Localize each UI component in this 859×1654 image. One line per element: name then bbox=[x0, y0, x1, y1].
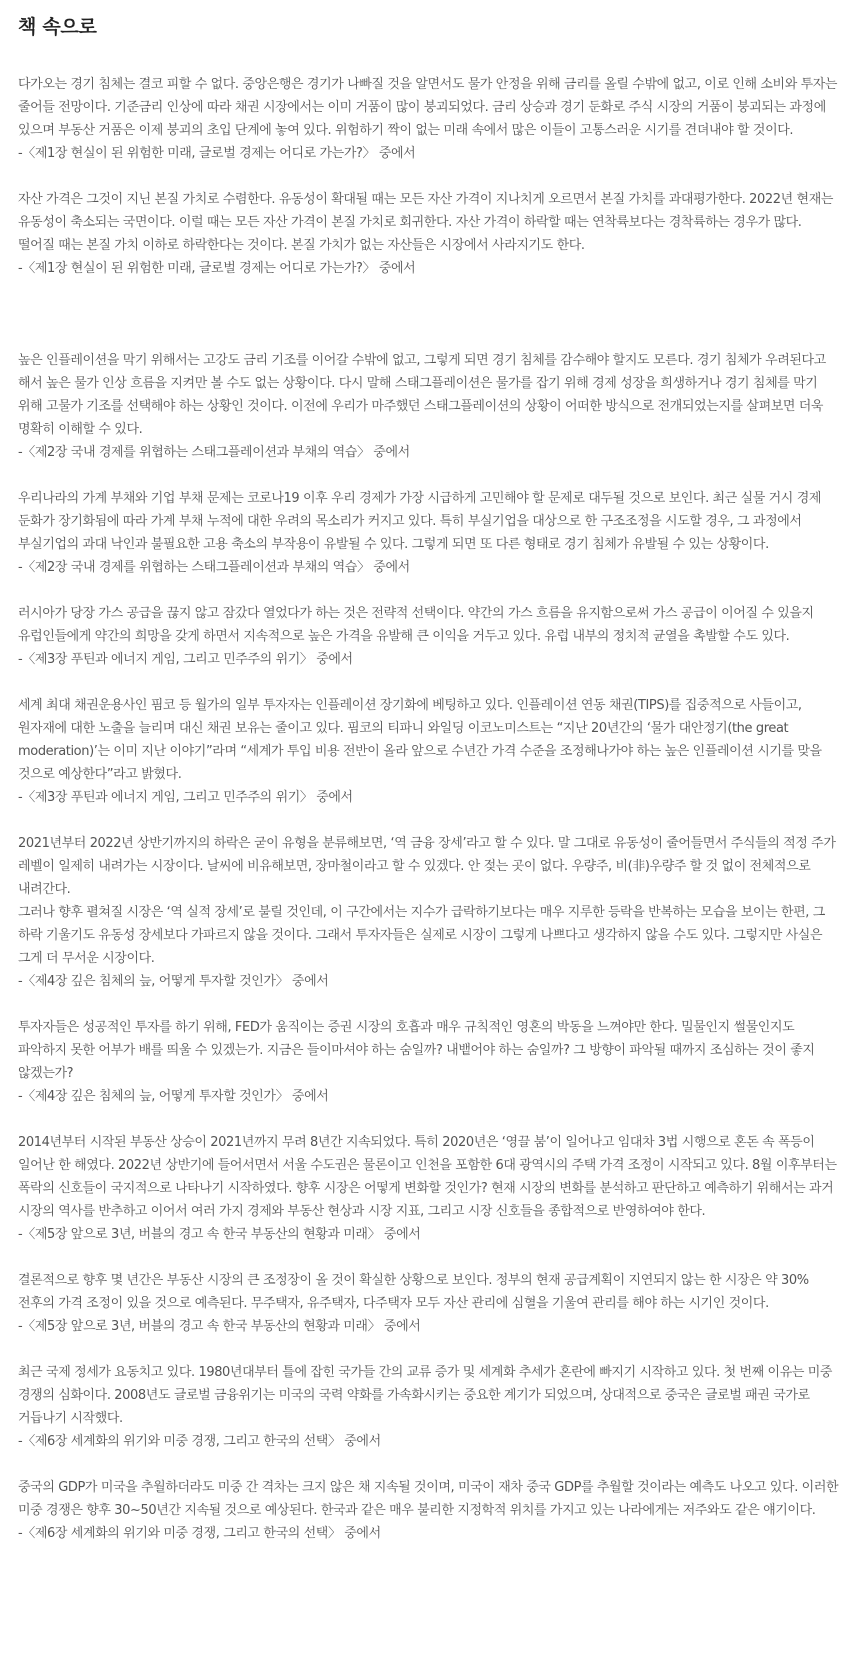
spacer bbox=[18, 1108, 841, 1131]
spacer bbox=[18, 280, 841, 326]
excerpt-source: -〈제2장 국내 경제를 위협하는 스태그플레이션과 부채의 역습〉 중에서 bbox=[18, 560, 410, 575]
excerpt-5 bbox=[18, 602, 841, 671]
excerpt-text: 높은 인플레이션을 막기 위해서는 고강도 금리 기조를 이어갈 수밖에 없고, 그렇게 되면 경기 침체를 감수해야 할지도 모른다. 경기 침체가 우려된다고 해서 높은 물가 인상 흐름을 지켜만 볼 수도 없는 상황이다. 다시 말해 스태그플레이션은 물가를 잡기 위해 경제 성장을 희생하거나 경기 침체를 막기 위해 고물가 기조를 선택해야 하는 상황인 것이다. 이전에 우리가 마주했던 스태그플레이션의 상황이 어떠한 방식으로 전개되었는지를 살펴보면 더욱 명확히 이해할 수 있다. bbox=[18, 353, 826, 437]
excerpt-text: 투자자들은 성공적인 투자를 하기 위해, FED가 움직이는 증권 시장의 호흡과 매우 규칙적인 영혼의 박동을 느껴야만 한다. 밀물인지 썰물인지도 파악하지 못한 어부가 배를 띄울 수 있겠는가. 지금은 들이마셔야 하는 숨일까? 내뱉어야 하는 숨일까? 그 방향이 파악될 때까지 조심하는 것이 좋지 않겠는가? bbox=[18, 1020, 815, 1081]
excerpt-source: -〈제4장 깊은 침체의 늪, 어떻게 투자할 것인가〉 중에서 bbox=[18, 974, 329, 989]
excerpt-text-continued: 그러나 향후 펼쳐질 시장은 ‘역 실적 장세’로 불릴 것인데, 이 구간에서는 지수가 급락하기보다는 매우 지루한 등락을 반복하는 모습을 보이는 한편, 그 하락 기울기도 유동성 장세보다 가파르지 않을 것이다. 그래서 투자자들은 실제로 시장이 그렇게 나쁘다고 생각하지 않을 수도 있다. 그렇지만 사실은 그게 더 무서운 시장이다. bbox=[18, 905, 825, 966]
excerpt-text: 2014년부터 시작된 부동산 상승이 2021년까지 무려 8년간 지속되었다. 특히 2020년은 ‘영끌 붐’이 일어나고 임대차 3법 시행으로 혼돈 속 폭등이 일어난 한 해였다. 2022년 상반기에 들어서면서 서울 수도권은 물론이고 인천을 포함한 6대 광역시의 주택 가격 조정이 시작되고 있다. 8월 이후부터는 폭락의 신호들이 국지적으로 나타나기 시작하였다. 향후 시장은 어떻게 변화할 것인가? 현재 시장의 변화를 분석하고 판단하고 예측하기 위해서는 과거 시장의 역사를 반추하고 이어서 여러 가지 경제와 부동산 현상과 시장 지표, 그리고 시장 신호들을 종합적으로 반영하여야 한다. bbox=[18, 1135, 837, 1219]
spacer bbox=[18, 579, 841, 602]
excerpt-source: -〈제2장 국내 경제를 위협하는 스태그플레이션과 부채의 역습〉 중에서 bbox=[18, 445, 410, 460]
spacer bbox=[18, 1338, 841, 1361]
excerpt-10 bbox=[18, 1269, 841, 1338]
excerpt-source: -〈제3장 푸틴과 에너지 게임, 그리고 민주주의 위기〉 중에서 bbox=[18, 790, 353, 805]
excerpt-3 bbox=[18, 349, 841, 464]
excerpt-source: -〈제4장 깊은 침체의 늪, 어떻게 투자할 것인가〉 중에서 bbox=[18, 1089, 329, 1104]
excerpt-text: 중국의 GDP가 미국을 추월하더라도 미중 간 격차는 크지 않은 채 지속될 것이며, 미국이 재차 중국 GDP를 추월할 것이라는 예측도 나오고 있다. 이러한 미중 경쟁은 향후 30~50년간 지속될 것으로 예상된다. 한국과 같은 매우 불리한 지정학적 위치를 가지고 있는 나라에게는 저주와도 같은 얘기이다. bbox=[18, 1480, 839, 1518]
excerpt-text: 러시아가 당장 가스 공급을 끊지 않고 잠갔다 열었다가 하는 것은 전략적 선택이다. 약간의 가스 흐름을 유지함으로써 가스 공급이 이어질 수 있을지 유럽인들에게 약간의 희망을 갖게 하면서 지속적으로 높은 가격을 유발해 큰 이익을 거두고 있다. 유럽 내부의 정치적 균열을 촉발할 수도 있다. bbox=[18, 606, 814, 644]
excerpt-text: 2021년부터 2022년 상반기까지의 하락은 굳이 유형을 분류해보면, ‘역 금융 장세’라고 할 수 있다. 말 그대로 유동성이 줄어들면서 주식들의 적정 주가 레벨이 일제히 내려가는 시장이다. 날씨에 비유해보면, 장마철이라고 할 수 있겠다. 안 젖는 곳이 없다. 우량주, 비(非)우량주 할 것 없이 전체적으로 내려간다. bbox=[18, 836, 836, 897]
spacer bbox=[18, 809, 841, 832]
excerpt-6 bbox=[18, 694, 841, 809]
excerpt-1 bbox=[18, 73, 841, 165]
excerpt-source: -〈제6장 세계화의 위기와 미중 경쟁, 그리고 한국의 선택〉 중에서 bbox=[18, 1434, 381, 1449]
spacer bbox=[18, 993, 841, 1016]
excerpt-text: 다가오는 경기 침체는 결코 피할 수 없다. 중앙은행은 경기가 나빠질 것을 알면서도 물가 안정을 위해 금리를 올릴 수밖에 없고, 이로 인해 소비와 투자는 줄어들 전망이다. 기준금리 인상에 따라 채권 시장에서는 이미 거품이 많이 붕괴되었다. 금리 상승과 경기 둔화로 주식 시장의 거품이 붕괴되는 과정에 있으며 부동산 거품은 이제 붕괴의 초입 단계에 놓여 있다. 위험하기 짝이 없는 미래 속에서 많은 이들이 고통스러운 시기를 견뎌내야 할 것이다. bbox=[18, 77, 838, 138]
spacer bbox=[18, 165, 841, 188]
spacer bbox=[18, 671, 841, 694]
excerpt-text: 자산 가격은 그것이 지닌 본질 가치로 수렴한다. 유동성이 확대될 때는 모든 자산 가격이 지나치게 오르면서 본질 가치를 과대평가한다. 2022년 현재는 유동성이 축소되는 국면이다. 이럴 때는 모든 자산 가격이 본질 가치로 회귀한다. 자산 가격이 하락할 때는 연착륙보다는 경착륙하는 경우가 많다. 떨어질 때는 본질 가치 이하로 하락한다는 것이다. 본질 가치가 없는 자산들은 시장에서 사라지기도 한다. bbox=[18, 192, 834, 253]
excerpt-11 bbox=[18, 1361, 841, 1453]
excerpt-2 bbox=[18, 188, 841, 280]
excerpt-source: -〈제5장 앞으로 3년, 버블의 경고 속 한국 부동산의 현황과 미래〉 중에서 bbox=[18, 1227, 421, 1242]
excerpt-9 bbox=[18, 1131, 841, 1246]
excerpt-text: 결론적으로 향후 몇 년간은 부동산 시장의 큰 조정장이 올 것이 확실한 상황으로 보인다. 정부의 현재 공급계획이 지연되지 않는 한 시장은 약 30% 전후의 가격 조정이 있을 것으로 예측된다. 무주택자, 유주택자, 다주택자 모두 자산 관리에 심혈을 기울여 관리를 해야 하는 시기인 것이다. bbox=[18, 1273, 809, 1311]
excerpt-12 bbox=[18, 1476, 841, 1545]
excerpt-source: -〈제3장 푸틴과 에너지 게임, 그리고 민주주의 위기〉 중에서 bbox=[18, 652, 353, 667]
excerpt-text: 최근 국제 정세가 요동치고 있다. 1980년대부터 틀에 잡힌 국가들 간의 교류 증가 및 세계화 추세가 혼란에 빠지기 시작하고 있다. 첫 번째 이유는 미중 경쟁의 심화이다. 2008년도 글로벌 금융위기는 미국의 국력 약화를 가속화시키는 중요한 계기가 되었으며, 상대적으로 중국은 글로벌 패권 국가로 거듭나기 시작했다. bbox=[18, 1365, 833, 1426]
excerpt-source: -〈제6장 세계화의 위기와 미중 경쟁, 그리고 한국의 선택〉 중에서 bbox=[18, 1526, 381, 1541]
section-title: 책 속으로 bbox=[18, 16, 97, 38]
excerpt-text: 우리나라의 가계 부채와 기업 부채 문제는 코로나19 이후 우리 경제가 가장 시급하게 고민해야 할 문제로 대두될 것으로 보인다. 최근 실물 거시 경제 둔화가 장기화됨에 따라 가계 부채 누적에 대한 우려의 목소리가 커지고 있다. 특히 부실기업을 대상으로 한 구조조정을 시도할 경우, 그 과정에서 부실기업의 과대 낙인과 불필요한 고용 축소의 부작용이 유발될 수 있다. 그렇게 되면 또 다른 형태로 경기 침체가 유발될 수 있는 상황이다. bbox=[18, 491, 822, 552]
spacer bbox=[18, 1453, 841, 1476]
spacer bbox=[18, 464, 841, 487]
spacer bbox=[18, 1246, 841, 1269]
excerpt-source: -〈제5장 앞으로 3년, 버블의 경고 속 한국 부동산의 현황과 미래〉 중에서 bbox=[18, 1319, 421, 1334]
excerpt-text: 세계 최대 채권운용사인 핌코 등 월가의 일부 투자자는 인플레이션 장기화에 베팅하고 있다. 인플레이션 연동 채권(TIPS)를 집중적으로 사들이고, 원자재에 대한 노출을 늘리며 대신 채권 보유는 줄이고 있다. 핌코의 티파니 와일딩 이코노미스트는 “지난 20년간의 ‘물가 대안정기(the great moderation)’는 이미 지난 이야기”라며 “세계가 투입 비용 전반이 올라 앞으로 수년간 가격 수준을 조정해나가야 하는 높은 인플레이션 시기를 맞을 것으로 예상한다”라고 밝혔다. bbox=[18, 698, 822, 782]
excerpt-8 bbox=[18, 1016, 841, 1108]
excerpt-7 bbox=[18, 832, 841, 993]
spacer bbox=[18, 326, 841, 349]
excerpt-source: -〈제1장 현실이 된 위험한 미래, 글로벌 경제는 어디로 가는가?〉 중에서 bbox=[18, 146, 416, 161]
excerpt-source: -〈제1장 현실이 된 위험한 미래, 글로벌 경제는 어디로 가는가?〉 중에서 bbox=[18, 261, 416, 276]
excerpt-4 bbox=[18, 487, 841, 579]
